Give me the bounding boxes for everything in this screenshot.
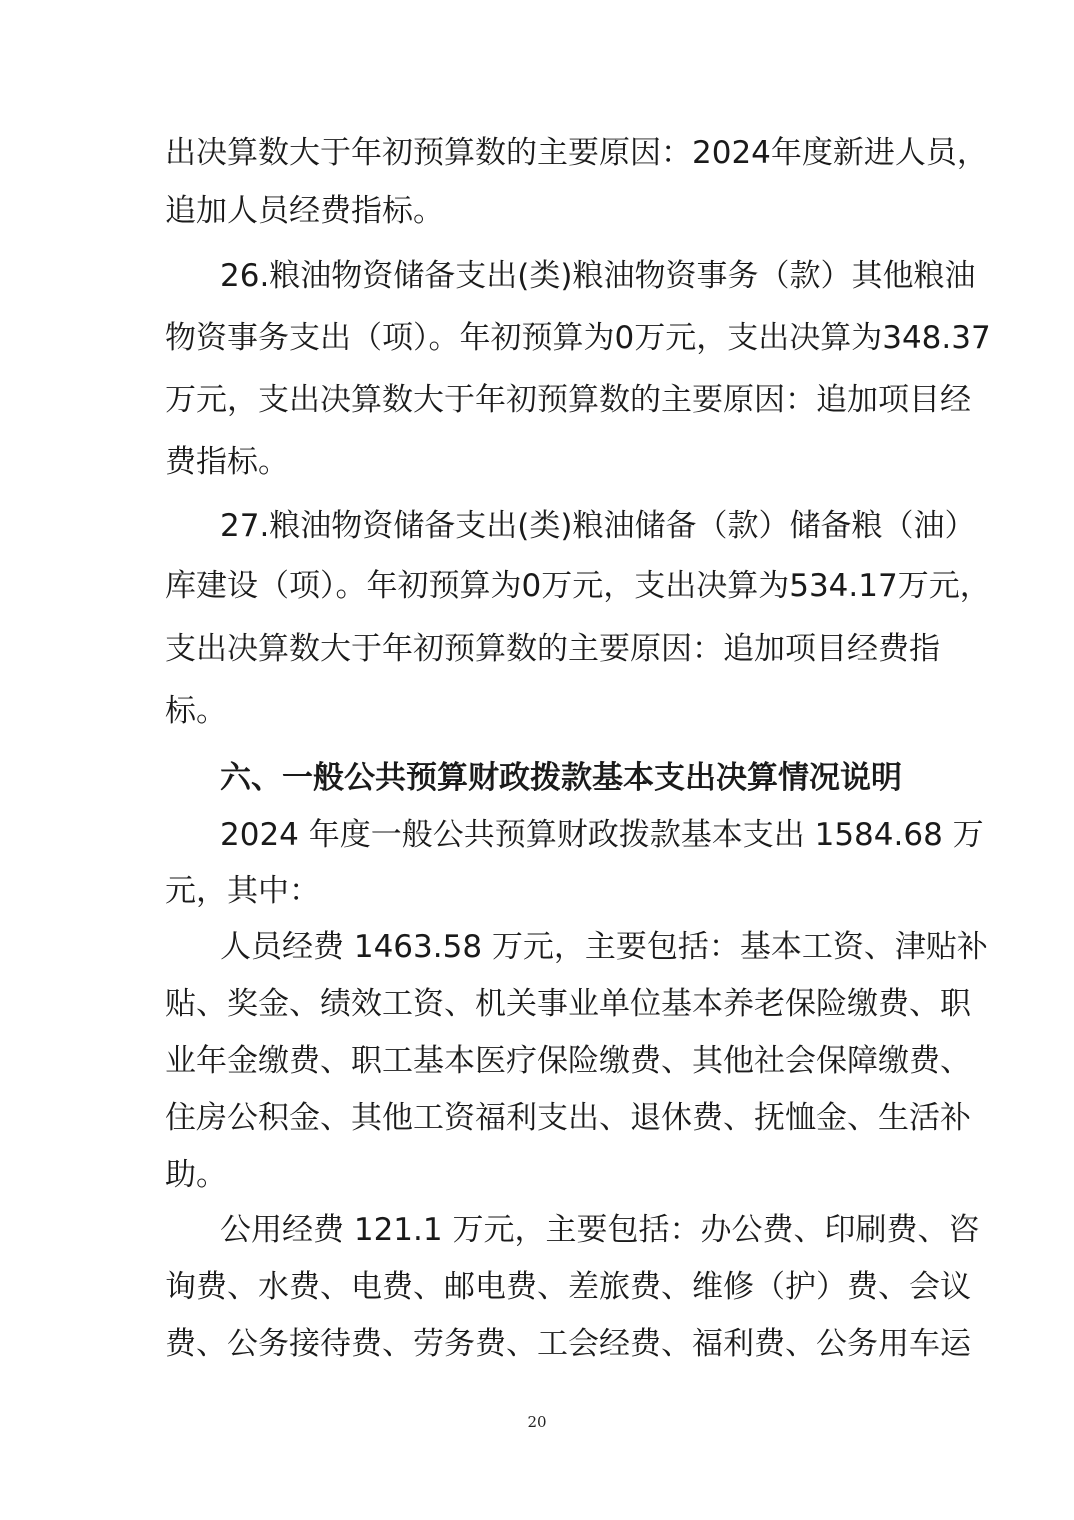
personnel-expenses-line-4: 住房公积金、其他工资福利支出、退休费、抚恤金、生活补: [165, 1100, 971, 1136]
page-number: 20: [527, 1413, 547, 1431]
basic-expenditure-line-1: 2024 年度一般公共预算财政拨款基本支出 1584.68 万: [220, 817, 984, 853]
paragraph-27-line-1: 27.粮油物资储备支出(类)粮油储备（款）储备粮（油）: [220, 508, 976, 544]
personnel-expenses-line-1: 人员经费 1463.58 万元，主要包括：基本工资、津贴补: [220, 929, 988, 965]
paragraph-27-line-3: 支出决算数大于年初预算数的主要原因：追加项目经费指: [165, 631, 940, 667]
paragraph-26-line-1: 26.粮油物资储备支出(类)粮油物资事务（款）其他粮油: [220, 258, 976, 294]
public-expenses-line-1: 公用经费 121.1 万元，主要包括：办公费、印刷费、咨: [220, 1212, 980, 1248]
public-expenses-line-2: 询费、水费、电费、邮电费、差旅费、维修（护）费、会议: [165, 1269, 971, 1305]
section-6-heading: 六、一般公共预算财政拨款基本支出决算情况说明: [220, 760, 902, 796]
paragraph-25-line-2: 出决算数大于年初预算数的主要原因：2024年度新进人员，: [165, 135, 988, 171]
paragraph-26-line-4: 费指标。: [165, 444, 289, 480]
paragraph-26-line-2: 物资事务支出（项）。年初预算为0万元，支出决算为348.37: [165, 320, 991, 356]
paragraph-27-line-2: 库建设（项）。年初预算为0万元，支出决算为534.17万元，: [165, 568, 991, 604]
personnel-expenses-line-2: 贴、奖金、绩效工资、机关事业单位基本养老保险缴费、职: [165, 986, 971, 1022]
personnel-expenses-line-3: 业年金缴费、职工基本医疗保险缴费、其他社会保障缴费、: [165, 1043, 971, 1079]
personnel-expenses-line-5: 助。: [165, 1157, 227, 1193]
public-expenses-line-3: 费、公务接待费、劳务费、工会经费、福利费、公务用车运: [165, 1326, 971, 1362]
paragraph-26-line-3: 万元，支出决算数大于年初预算数的主要原因：追加项目经: [165, 382, 971, 418]
paragraph-27-line-4: 标。: [165, 693, 227, 729]
paragraph-25-line-3: 追加人员经费指标。: [165, 193, 444, 229]
basic-expenditure-line-2: 元，其中：: [165, 873, 320, 909]
